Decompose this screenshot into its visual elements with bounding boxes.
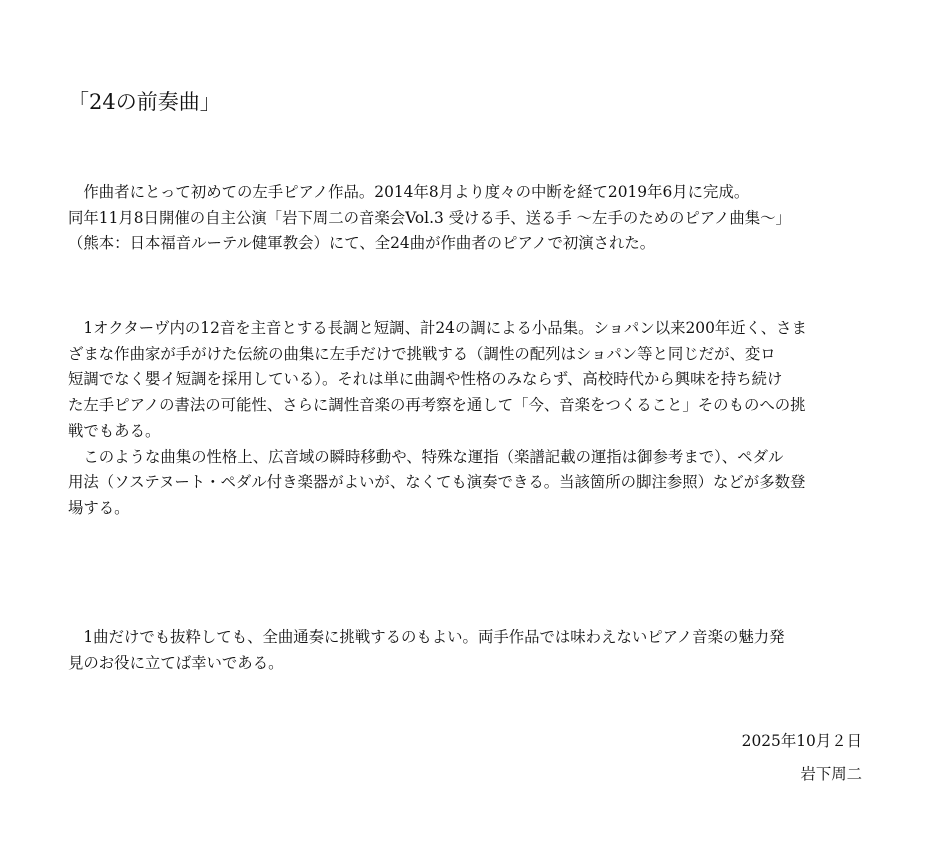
paragraph-line: 短調でなく嬰イ短調を採用している）。それは単に曲調や性格のみならず、高校時代から興味を持ち続け [68,370,783,389]
paragraph-line: 1オクターヴ内の12音を主音とする長調と短調、計24の調による小品集。ショパン以来200年近く、さま [68,319,807,337]
closing-paragraph [68,625,864,676]
paragraph-line: 用法（ソステヌート・ペダル付き楽器がよいが、なくても演奏できる。当該箇所の脚注参照）などが多数登 [68,473,806,492]
paragraph-line: 見のお役に立てば幸いである。 [68,653,284,672]
paragraph-line: ざまな作曲家が手がけた伝統の曲集に左手だけで挑戦する（調性の配列はショパン等と同じだが、変ロ [68,344,776,363]
paragraph-line: 同年11月8日開催の自主公演「岩下周二の音楽会Vol.3 受ける手、送る手 〜左手のためのピアノ曲集〜」 [68,208,791,227]
intro-paragraph [68,180,864,257]
paragraph-line: 戦でもある。 [68,421,161,440]
description-paragraph [68,316,864,522]
paragraph-line: このような曲集の性格上、広音域の瞬時移動や、特殊な運指（楽譜記載の運指は御参考まで）、ペダル [68,447,784,466]
signature-author: 岩下周二 [800,765,862,783]
document-title: 「24の前奏曲」 [68,90,221,114]
signature-date: 2025年10月２日 [741,732,862,750]
paragraph-line: 作曲者にとって初めての左手ピアノ作品。2014年8月より度々の中断を経て2019年6月に完成。 [68,183,750,201]
paragraph-line: 1曲だけでも抜粋しても、全曲通奏に挑戦するのもよい。両手作品では味わえないピアノ音楽の魅力発 [68,628,785,646]
paragraph-line: 場する。 [68,498,130,517]
paragraph-line: （熊本：日本福音ルーテル健軍教会）にて、全24曲が作曲者のピアノで初演された。 [68,234,656,253]
paragraph-line: た左手ピアノの書法の可能性、さらに調性音楽の再考察を通して「今、音楽をつくること」そのものへの挑 [68,396,806,415]
